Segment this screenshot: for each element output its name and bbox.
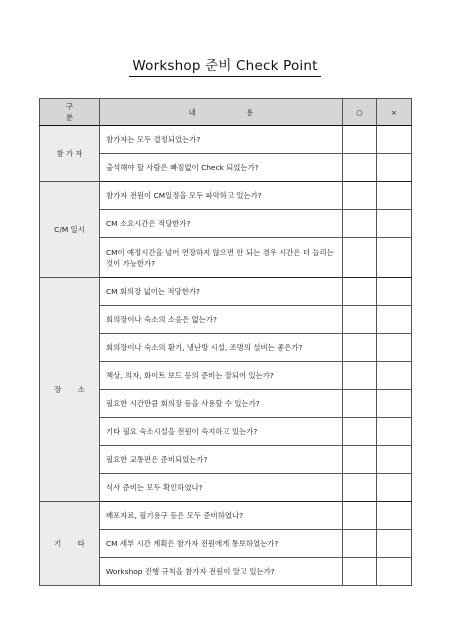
no-checkbox-cell[interactable]: [377, 182, 412, 210]
checklist-item: 책상, 의자, 화이트 보드 등의 준비는 잘되어 있는가?: [100, 362, 343, 390]
yes-checkbox-cell[interactable]: [343, 474, 377, 502]
no-checkbox-cell[interactable]: [377, 334, 412, 362]
category-other-label: 기 타: [54, 539, 85, 548]
category-cm-schedule: C/M 일시: [40, 182, 100, 278]
checklist-item: CM 회의장 넓이는 적당한가?: [100, 278, 343, 306]
checklist-item: 출석해야 할 사람은 빠짐없이 Check 되었는가?: [100, 154, 343, 182]
category-venue: [40, 278, 100, 502]
no-checkbox-cell[interactable]: [377, 238, 412, 278]
checklist-item: 식사 준비는 모두 확인하였나?: [100, 474, 343, 502]
checklist-item: Workshop 진행 규칙을 참가자 전원이 알고 있는가?: [100, 558, 343, 586]
header-no: ×: [377, 99, 412, 126]
header-category: 구 분: [40, 99, 100, 126]
yes-checkbox-cell[interactable]: [343, 558, 377, 586]
category-venue-label: 장 소: [54, 385, 85, 394]
yes-checkbox-cell[interactable]: [343, 390, 377, 418]
header-content-label: 내 용: [188, 107, 254, 117]
yes-checkbox-cell[interactable]: [343, 238, 377, 278]
document-title-text: Workshop 준비 Check Point: [129, 57, 320, 77]
checklist-item: 참가자는 모두 결정되었는가?: [100, 126, 343, 154]
no-checkbox-cell[interactable]: [377, 446, 412, 474]
checklist-item: 회의장이나 숙소의 환기, 냉난방 시설, 조명의 설비는 좋은가?: [100, 334, 343, 362]
checklist-item: 기타 필요 숙소시설을 전원이 숙지하고 있는가?: [100, 418, 343, 446]
checklist-item: 필요한 시간만큼 회의장 등을 사용할 수 있는가?: [100, 390, 343, 418]
yes-checkbox-cell[interactable]: [343, 210, 377, 238]
header-row: [40, 99, 412, 126]
checklist-item: 회의장이나 숙소의 소음은 없는가?: [100, 306, 343, 334]
checklist-item: 배포자료, 필기용구 등은 모두 준비하였나?: [100, 502, 343, 530]
no-checkbox-cell[interactable]: [377, 530, 412, 558]
yes-checkbox-cell[interactable]: [343, 502, 377, 530]
checklist-item: CM 소요시간은 적당한가?: [100, 210, 343, 238]
header-content: [100, 99, 343, 126]
category-other: [40, 502, 100, 586]
no-checkbox-cell[interactable]: [377, 418, 412, 446]
checklist-item: CM이 예정시간을 넘어 연장하지 않으면 안 되는 경우 시간은 더 늘리는 것이 가능한가?: [100, 238, 343, 278]
no-checkbox-cell[interactable]: [377, 210, 412, 238]
yes-checkbox-cell[interactable]: [343, 446, 377, 474]
yes-checkbox-cell[interactable]: [343, 362, 377, 390]
yes-checkbox-cell[interactable]: [343, 182, 377, 210]
document-title: [0, 57, 450, 77]
yes-checkbox-cell[interactable]: [343, 530, 377, 558]
no-checkbox-cell[interactable]: [377, 126, 412, 154]
checklist-item: 참가자 전원이 CM일정을 모두 파악하고 있는가?: [100, 182, 343, 210]
no-checkbox-cell[interactable]: [377, 306, 412, 334]
yes-checkbox-cell[interactable]: [343, 334, 377, 362]
checklist-item: 필요한 교통편은 준비되었는가?: [100, 446, 343, 474]
no-checkbox-cell[interactable]: [377, 278, 412, 306]
header-yes: ○: [343, 99, 377, 126]
no-checkbox-cell[interactable]: [377, 558, 412, 586]
no-checkbox-cell[interactable]: [377, 474, 412, 502]
no-checkbox-cell[interactable]: [377, 362, 412, 390]
yes-checkbox-cell[interactable]: [343, 306, 377, 334]
checklist-item: CM 세부 시간 계획은 참가자 전원에게 통보하였는가?: [100, 530, 343, 558]
yes-checkbox-cell[interactable]: [343, 278, 377, 306]
checklist-table: [39, 98, 412, 586]
no-checkbox-cell[interactable]: [377, 502, 412, 530]
no-checkbox-cell[interactable]: [377, 154, 412, 182]
yes-checkbox-cell[interactable]: [343, 126, 377, 154]
no-checkbox-cell[interactable]: [377, 390, 412, 418]
yes-checkbox-cell[interactable]: [343, 154, 377, 182]
yes-checkbox-cell[interactable]: [343, 418, 377, 446]
category-participants: 참 가 자: [40, 126, 100, 182]
